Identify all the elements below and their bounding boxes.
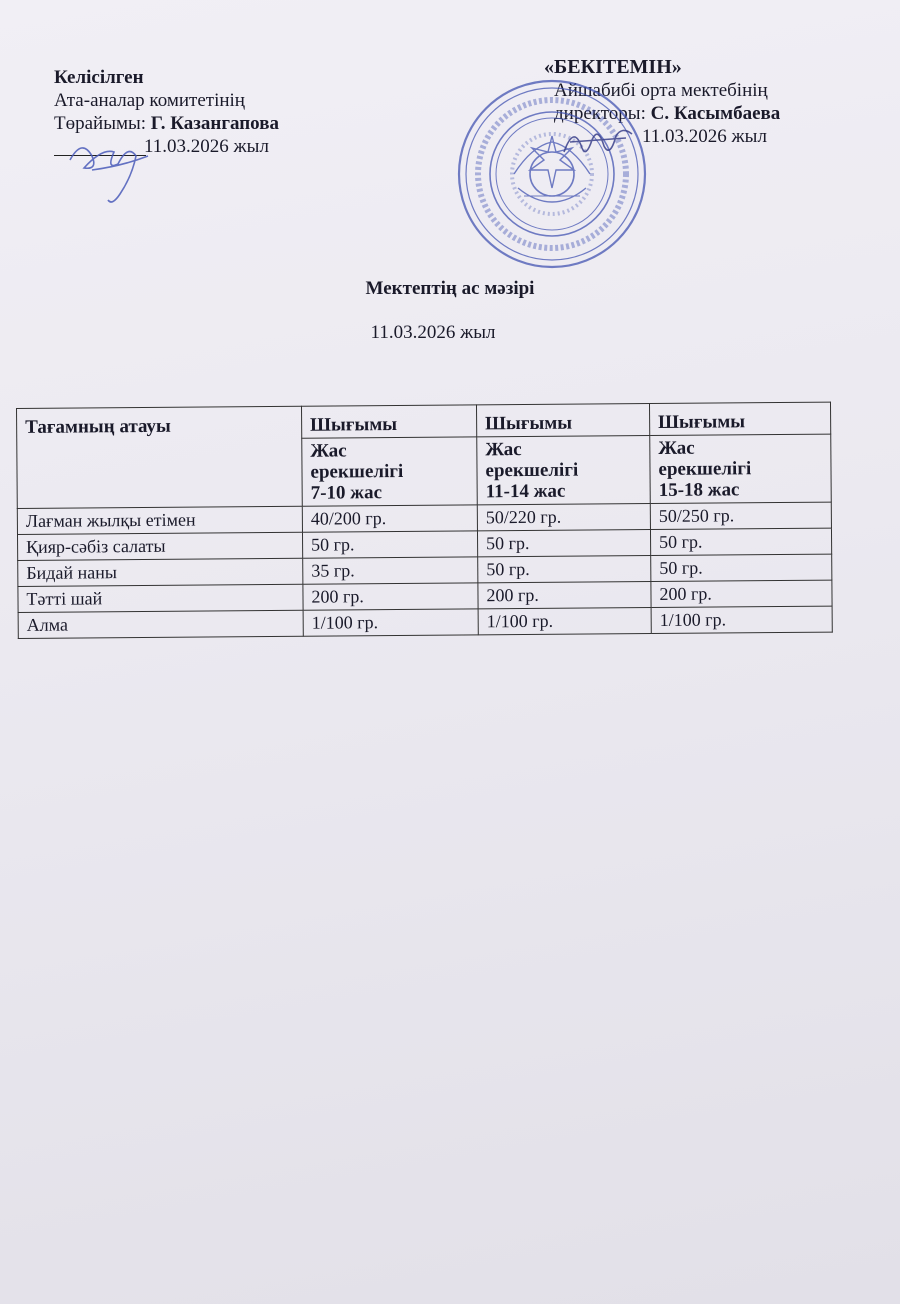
age-group-1: Жас ерекшелігі 7-10 жас: [302, 437, 478, 506]
right-date: 11.03.2026 жыл: [642, 126, 767, 147]
right-director-name: С. Касымбаева: [650, 103, 781, 124]
portion-15-18: 1/100 гр.: [651, 606, 832, 633]
portion-11-14: 50 гр.: [478, 556, 651, 583]
portion-7-10: 1/100 гр.: [303, 609, 478, 636]
portion-11-14: 200 гр.: [478, 582, 651, 609]
age-group-3: Жас ерекшелігі 15-18 жас: [650, 434, 832, 503]
menu-table: [16, 402, 833, 639]
page-title: Мектептің ас мәзірі: [365, 278, 535, 299]
right-director-label: директоры:: [554, 103, 646, 124]
official-stamp: [452, 76, 652, 272]
dish-name: Алма: [18, 610, 303, 638]
right-approval-heading: «БЕКІТЕМІН»: [544, 56, 682, 78]
dish-name: Тәтті шай: [18, 584, 303, 612]
portion-15-18: 200 гр.: [651, 580, 832, 607]
header-dish-name: Тағамның атауы: [17, 406, 303, 508]
portion-15-18: 50/250 гр.: [650, 502, 831, 529]
header-output-3: Шығымы: [649, 402, 830, 435]
dish-name: Қияр-сәбіз салаты: [17, 532, 302, 560]
table-row: [18, 606, 832, 638]
dish-name: Лағман жылқы етімен: [17, 506, 302, 534]
menu-date: 11.03.2026 жыл: [370, 322, 496, 343]
portion-7-10: 35 гр.: [303, 557, 478, 584]
left-approval-heading: Келісілген: [54, 67, 144, 88]
portion-15-18: 50 гр.: [650, 528, 831, 555]
left-date: 11.03.2026 жыл: [144, 136, 269, 157]
dish-name: Бидай наны: [18, 558, 303, 586]
left-chair-name: Г. Казангапова: [150, 113, 279, 134]
right-school-line: Айшабибі орта мектебінің: [554, 80, 768, 101]
portion-11-14: 50/220 гр.: [477, 504, 650, 531]
header-output-1: Шығымы: [301, 405, 476, 438]
portion-11-14: 1/100 гр.: [478, 608, 651, 635]
portion-7-10: 50 гр.: [302, 531, 477, 558]
portion-7-10: 200 гр.: [303, 583, 478, 610]
portion-7-10: 40/200 гр.: [302, 505, 477, 532]
header-output-2: Шығымы: [476, 404, 649, 437]
left-signature: [62, 130, 152, 210]
left-chair-label: Төрайымы:: [54, 113, 147, 134]
left-committee-line: Ата-аналар комитетінің: [54, 90, 245, 111]
right-signature: [560, 118, 636, 162]
portion-15-18: 50 гр.: [651, 554, 832, 581]
age-group-2: Жас ерекшелігі 11-14 жас: [477, 436, 651, 505]
portion-11-14: 50 гр.: [477, 530, 650, 557]
